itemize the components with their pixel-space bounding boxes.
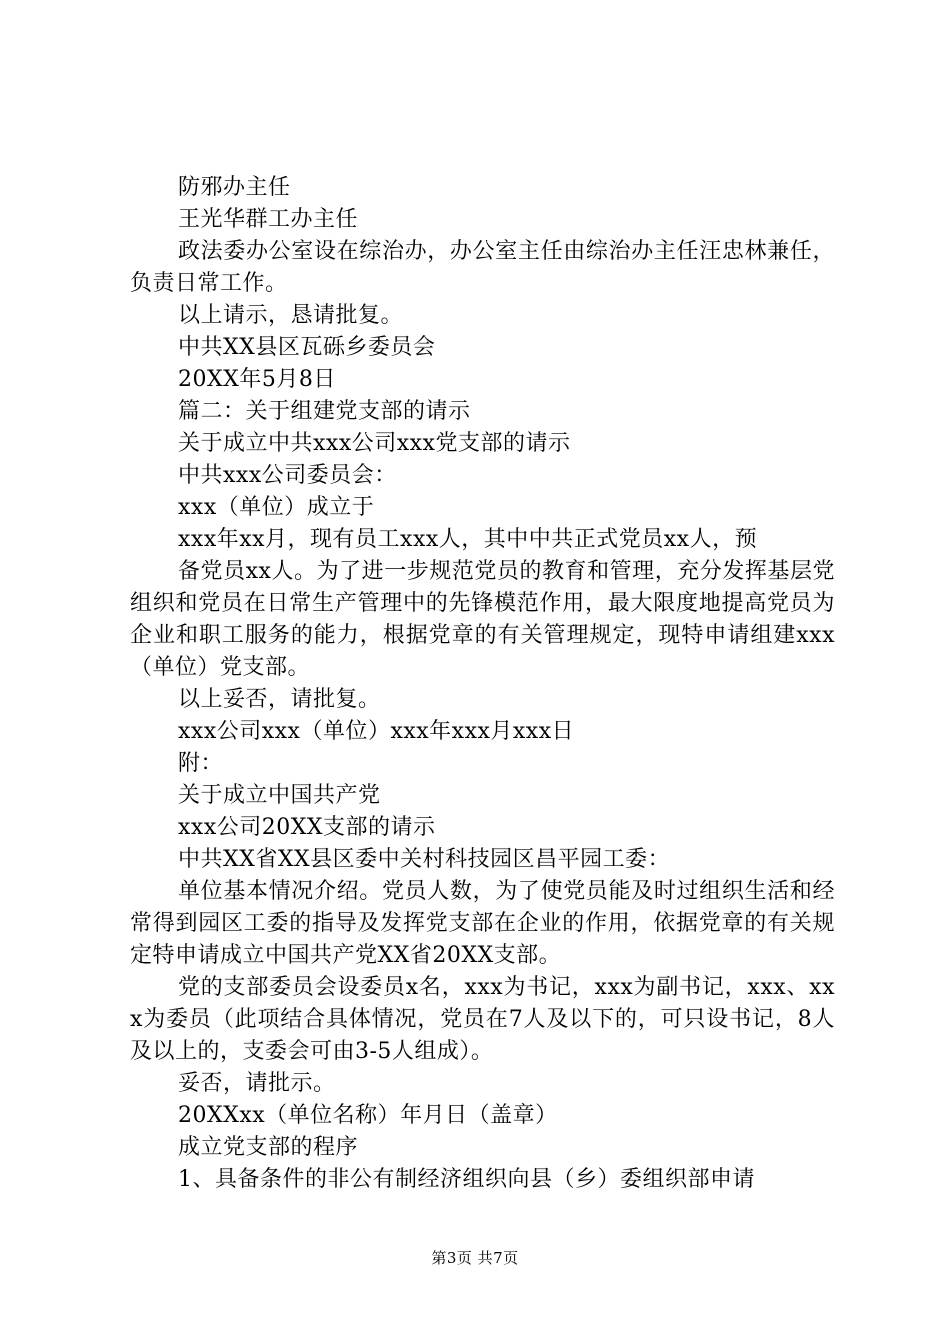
- paragraph-23: 成立党支部的程序: [178, 1135, 359, 1160]
- paragraph-3: 政法委办公室设在综治办，办公室主任由综治办主任汪忠林兼任，负责日常工作。: [130, 239, 835, 296]
- paragraph-2: 王光华群工办主任: [178, 207, 359, 232]
- paragraph-17: xxx公司20XX支部的请示: [178, 815, 436, 840]
- paragraph-12: 备党员xx人。为了进一步规范党员的教育和管理，充分发挥基层党组织和党员在日常生产管理中的先锋模范作用，最大限度地提高党员为企业和职工服务的能力，根据党章的有关管理规定，现特申请组建xxx（单位）党支部。: [130, 559, 835, 680]
- paragraph-6: 20XX年5月8日: [178, 367, 336, 392]
- paragraph-16: 关于成立中国共产党: [178, 783, 381, 808]
- paragraph-18: 中共XX省XX县区委中关村科技园区昌平园工委：: [178, 847, 671, 872]
- paragraph-15: 附：: [178, 751, 224, 776]
- paragraph-24: 1、具备条件的非公有制经济组织向县（乡）委组织部申请: [178, 1167, 755, 1192]
- paragraph-21: 妥否，请批示。: [178, 1071, 336, 1096]
- paragraph-10: xxx（单位）成立于: [178, 495, 375, 520]
- paragraph-1: 防邪办主任: [178, 175, 291, 200]
- paragraph-19: 单位基本情况介绍。党员人数，为了使党员能及时过组织生活和经常得到园区工委的指导及发挥党支部在企业的作用，依据党章的有关规定特申请成立中国共产党XX省20XX支部。: [130, 879, 835, 968]
- paragraph-9: 中共xxx公司委员会：: [178, 463, 397, 488]
- paragraph-20: 党的支部委员会设委员x名，xxx为书记，xxx为副书记，xxx、xxx为委员（此项结合具体情况，党员在7人及以下的，可只设书记，8人及以上的，支委会可由3-5人组成）。: [130, 975, 835, 1064]
- paragraph-11: xxx年xx月，现有员工xxx人，其中中共正式党员xx人，预: [178, 527, 758, 552]
- paragraph-4: 以上请示，恳请批复。: [178, 303, 404, 328]
- paragraph-22: 20XXxx（单位名称）年月日（盖章）: [178, 1103, 558, 1128]
- paragraph-14: xxx公司xxx（单位）xxx年xxx月xxx日: [178, 719, 575, 744]
- page-number-footer: 第3页 共7页: [431, 1249, 519, 1267]
- paragraph-8: 关于成立中共xxx公司xxx党支部的请示: [178, 431, 571, 456]
- paragraph-5: 中共XX县区瓦砾乡委员会: [178, 335, 436, 360]
- paragraph-7: 篇二：关于组建党支部的请示: [178, 399, 471, 424]
- document-body: [130, 172, 835, 1196]
- paragraph-13: 以上妥否，请批复。: [178, 687, 381, 712]
